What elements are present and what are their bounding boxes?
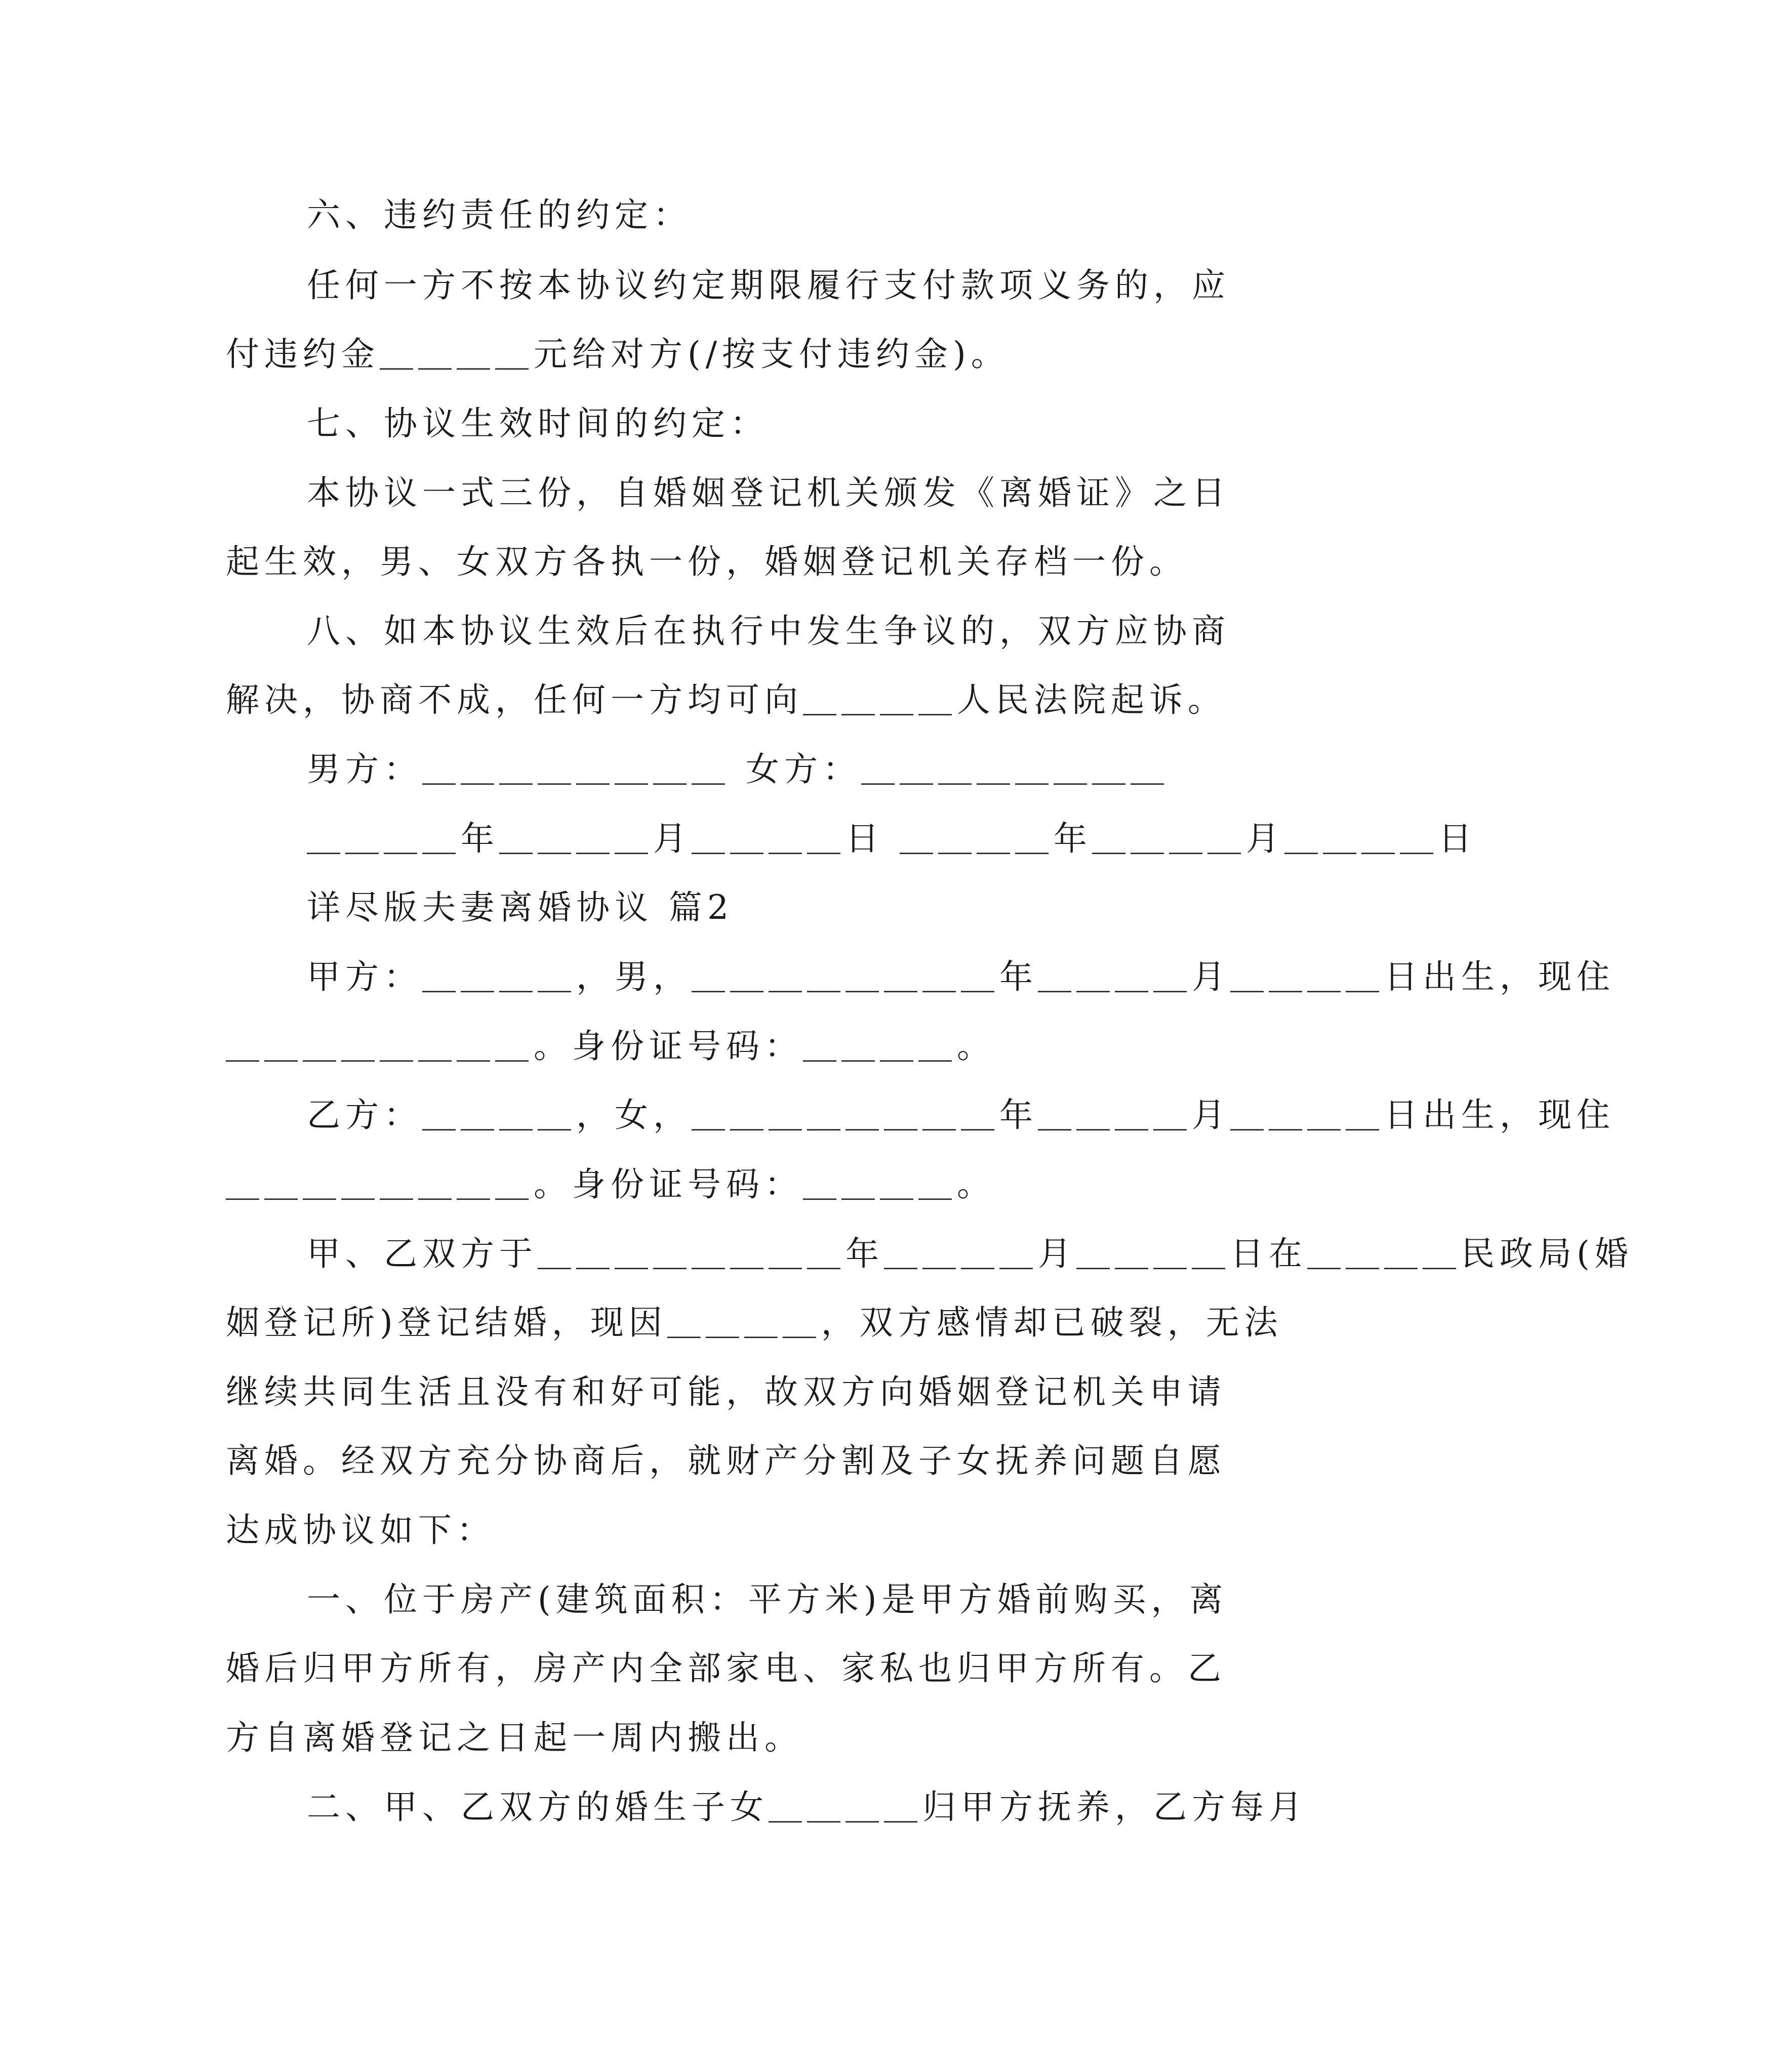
paragraph-line: 方自离婚登记之日起一周内搬出。: [226, 1718, 803, 1757]
paragraph-line: 一、位于房产(建筑面积：平方米)是甲方婚前购买，离: [307, 1580, 1228, 1619]
paragraph-line: 起生效，男、女双方各执一份，婚姻登记机关存档一份。: [226, 542, 1188, 581]
paragraph-line: 八、如本协议生效后在执行中发生争议的，双方应协商: [307, 612, 1230, 651]
paragraph-line: 本协议一式三份，自婚姻登记机关颁发《离婚证》之日: [307, 473, 1230, 512]
party-a-line: 甲方：＿＿＿＿，男，＿＿＿＿＿＿＿＿年＿＿＿＿月＿＿＿＿日出生，现住: [307, 957, 1615, 996]
party-b-line: 乙方：＿＿＿＿，女，＿＿＿＿＿＿＿＿年＿＿＿＿月＿＿＿＿日出生，现住: [307, 1095, 1615, 1134]
party-b-id-line: ＿＿＿＿＿＿＿＿。身份证号码：＿＿＿＿。: [226, 1165, 995, 1204]
paragraph-line: 离婚。经双方充分协商后，就财产分割及子女抚养问题自愿: [226, 1441, 1226, 1480]
paragraph-line: 达成协议如下：: [226, 1511, 495, 1550]
paragraph-line: 付违约金＿＿＿＿元给对方(/按支付违约金)。: [226, 335, 1010, 374]
section-heading-effective-time: 七、协议生效时间的约定：: [307, 404, 769, 443]
signature-line: 男方：＿＿＿＿＿＿＿＿ 女方：＿＿＿＿＿＿＿＿: [307, 750, 1169, 789]
paragraph-line: 甲、乙双方于＿＿＿＿＿＿＿＿年＿＿＿＿月＿＿＿＿日在＿＿＿＿民政局(婚: [307, 1234, 1633, 1273]
paragraph-line: 继续共同生活且没有和好可能，故双方向婚姻登记机关申请: [226, 1372, 1226, 1411]
date-line: ＿＿＿＿年＿＿＿＿月＿＿＿＿日 ＿＿＿＿年＿＿＿＿月＿＿＿＿日: [307, 819, 1477, 858]
party-a-id-line: ＿＿＿＿＿＿＿＿。身份证号码：＿＿＿＿。: [226, 1027, 995, 1066]
paragraph-line: 婚后归甲方所有，房产内全部家电、家私也归甲方所有。乙: [226, 1649, 1226, 1688]
paragraph-line: 二、甲、乙双方的婚生子女＿＿＿＿归甲方抚养，乙方每月: [307, 1787, 1307, 1826]
paragraph-line: 姻登记所)登记结婚，现因＿＿＿＿，双方感情却已破裂，无法: [226, 1303, 1283, 1342]
paragraph-line: 任何一方不按本协议约定期限履行支付款项义务的，应: [307, 266, 1230, 305]
article-title: 详尽版夫妻离婚协议 篇2: [307, 888, 734, 927]
section-heading-breach-liability: 六、违约责任的约定：: [307, 195, 692, 234]
paragraph-line: 解决，协商不成，任何一方均可向＿＿＿＿人民法院起诉。: [226, 680, 1226, 719]
